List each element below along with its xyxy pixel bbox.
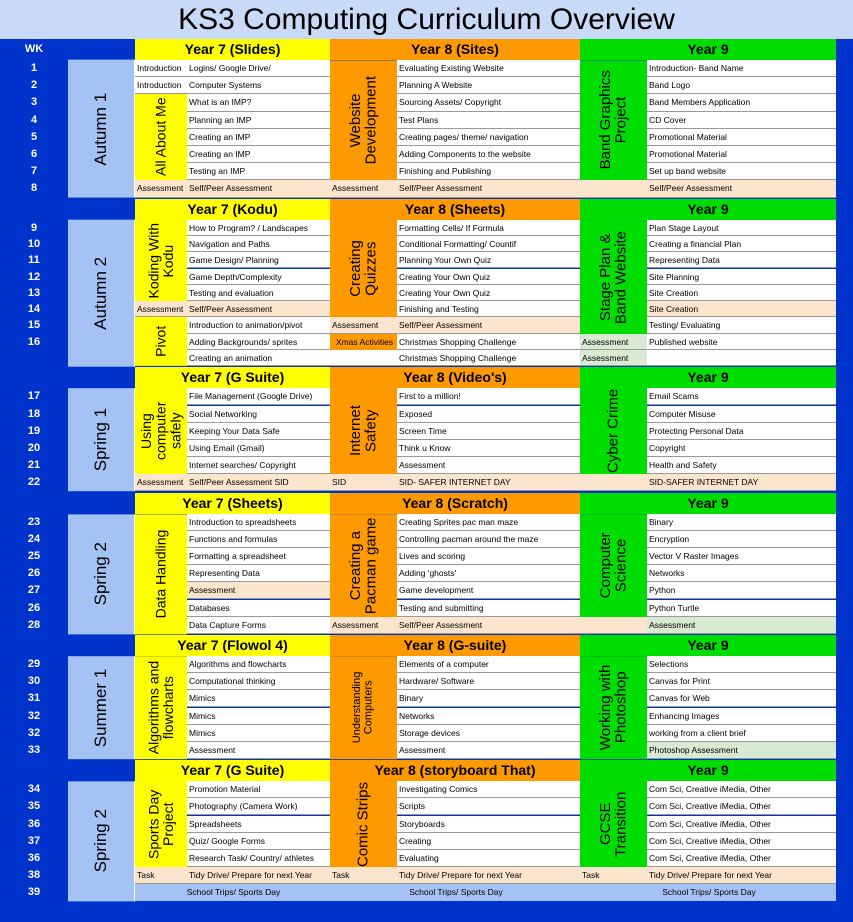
year7-activity: Data Capture Forms (187, 617, 330, 634)
year8-activity: Testing and submitting (397, 600, 580, 617)
year8-header: Year 8 (Sheets) (330, 199, 580, 220)
week-number: 29 (27, 657, 41, 670)
year9-label (580, 617, 647, 634)
year7-activity: Creating an IMP (187, 129, 330, 146)
year8-activity: Finishing and Testing (397, 301, 580, 317)
year7-activity: Using Email (Gmail) (187, 440, 330, 457)
week-number: 6 (30, 148, 38, 160)
year8-activity: Creating pages/ theme/ navigation (397, 129, 580, 146)
year8-header: Year 8 (Scratch) (330, 493, 580, 514)
year9-label: Assessment (580, 334, 647, 350)
week-number: 20 (27, 441, 41, 454)
year7-activity: Tidy Drive/ Prepare for next Year (187, 867, 330, 884)
year9-activity: Site Creation (647, 285, 836, 301)
year7-activity: Representing Data (187, 565, 330, 582)
year7-label: Assessment (135, 474, 187, 491)
year9-header: Year 9 (580, 493, 836, 514)
year7-topic: Koding With Kodu (135, 220, 187, 302)
week-number: 15 (27, 319, 41, 332)
year9-activity: Introduction- Band Name (647, 60, 836, 77)
year9-activity: Encryption (647, 531, 836, 548)
year8-activity: Assessment (397, 742, 580, 759)
year9-activity: Tidy Drive/ Prepare for next Year (647, 867, 836, 884)
week-number: 37 (27, 834, 41, 847)
week-number: 24 (27, 532, 41, 545)
header-spacer (0, 635, 135, 656)
header-spacer (0, 199, 135, 220)
year7-activity: Photography (Camera Work) (187, 798, 330, 815)
year8-activity: Game development (397, 582, 580, 599)
year7-activity: Navigation and Paths (187, 236, 330, 252)
year9-activity: CD Cover (647, 112, 836, 129)
year8-activity: Storage devices (397, 725, 580, 742)
year9-label (580, 474, 647, 491)
year8-activity: Sourcing Assets/ Copyright (397, 94, 580, 111)
week-number: 16 (27, 335, 41, 348)
week-number: 9 (30, 221, 38, 234)
week-number: 31 (27, 692, 41, 705)
year7-activity: File Management (Google Drive) (187, 388, 330, 405)
year7-activity: Promotion Material (187, 781, 330, 798)
year8-activity: Test Plans (397, 112, 580, 129)
year7-activity: Self/Peer Assessment SID (187, 474, 330, 491)
year7-activity: Computer Systems (187, 77, 330, 94)
year7-activity: Introduction to spreadsheets (187, 514, 330, 531)
year8-activity: Creating Your Own Quiz (397, 269, 580, 285)
year7-activity: Research Task/ Country/ athletes (187, 850, 330, 867)
year9-topic: Computer Science (580, 514, 647, 617)
header-spacer (0, 367, 135, 388)
year7-activity: Databases (187, 600, 330, 617)
year8-activity: Assessment (397, 457, 580, 474)
year7-activity: Social Networking (187, 406, 330, 423)
year7-activity: School Trips/ Sports Day (135, 884, 330, 901)
year8-topic: Website Development (330, 60, 397, 180)
year7-activity: Planning an IMP (187, 112, 330, 129)
year8-label: Assessment (330, 617, 397, 634)
year8-activity: Scripts (397, 798, 580, 815)
year9-activity: Copyright (647, 440, 836, 457)
week-number: 5 (30, 130, 38, 143)
year9-topic: Cyber Crime (580, 388, 647, 474)
year9-activity: Com Sci, Creative iMedia, Other (647, 850, 836, 867)
year8-activity: Self/Peer Assessment (397, 617, 580, 634)
term-label: Spring 2 (68, 514, 135, 634)
year9-activity: working from a client brief (647, 725, 836, 742)
week-number: 36 (27, 817, 41, 830)
year8-activity: Lives and scoring (397, 548, 580, 565)
year7-label: Task (135, 867, 187, 884)
year7-activity: Quiz/ Google Forms (187, 833, 330, 850)
year8-header: Year 8 (Video's) (330, 367, 580, 388)
year7-activity: Internet searches/ Copyright (187, 457, 330, 474)
year8-activity: Screen Time (397, 423, 580, 440)
year8-label: Assessment (330, 317, 397, 333)
year7-activity: Creating an animation (187, 350, 330, 366)
week-number: 28 (27, 618, 41, 631)
year9-activity: Protecting Personal Data (647, 423, 836, 440)
week-number: 8 (30, 182, 38, 195)
year8-activity: Creating (397, 833, 580, 850)
year7-header: Year 7 (Slides) (135, 39, 330, 60)
year9-label: Task (580, 867, 647, 884)
year8-label: Assessment (330, 180, 397, 197)
year7-label: Introduction (135, 77, 187, 94)
term-label: Autumn 2 (68, 220, 135, 367)
term-label: Spring 2 (68, 781, 135, 901)
week-number: 36 (27, 851, 41, 864)
week-number: 13 (27, 286, 41, 299)
year8-activity: Tidy Drive/ Prepare for next Year (397, 867, 580, 884)
year8-activity: Binary (397, 690, 580, 707)
year8-label: Xmas Activities (330, 334, 397, 350)
year9-activity: Canvas for Web (647, 690, 836, 707)
year8-header: Year 8 (Sites) (330, 39, 580, 60)
year9-label (580, 180, 647, 197)
year7-activity: Formatting a spreadsheet (187, 548, 330, 565)
year7-activity: Assessment (187, 582, 330, 599)
year8-activity: Adding 'ghosts' (397, 565, 580, 582)
year7-activity: Keeping Your Data Safe (187, 423, 330, 440)
week-number: 38 (27, 869, 41, 882)
year8-activity: Investigating Comics (397, 781, 580, 798)
year9-activity: Com Sci, Creative iMedia, Other (647, 816, 836, 833)
year8-activity: School Trips/ Sports Day (330, 884, 580, 901)
year8-activity: First to a million! (397, 388, 580, 405)
year8-header: Year 8 (storyboard That) (330, 760, 580, 781)
week-number: 3 (30, 96, 38, 109)
year7-activity: Game Depth/Complexity (187, 269, 330, 285)
year8-activity: Exposed (397, 406, 580, 423)
year9-activity: Plan Stage Layout (647, 220, 836, 236)
year7-activity: Introduction to animation/pivot (187, 317, 330, 333)
year9-activity: Com Sci, Creative iMedia, Other (647, 798, 836, 815)
year7-activity: Assessment (187, 742, 330, 759)
year8-activity: Creating Sprites pac man maze (397, 514, 580, 531)
year9-activity: Site Creation (647, 301, 836, 317)
year7-label: Assessment (135, 301, 187, 317)
year9-activity: Health and Safety (647, 457, 836, 474)
week-number: 21 (27, 459, 41, 472)
year9-activity: Python Turtle (647, 600, 836, 617)
week-number: 26 (27, 601, 41, 614)
week-number: 25 (27, 549, 41, 562)
year7-activity: Testing and evaluation (187, 285, 330, 301)
year7-activity: Testing an IMP (187, 163, 330, 180)
wk-label: WK (0, 39, 68, 60)
week-number: 26 (27, 567, 41, 580)
week-number: 11 (28, 254, 40, 267)
year9-header: Year 9 (580, 635, 836, 656)
year7-topic: Sports Day Project (135, 781, 187, 867)
week-number: 34 (27, 783, 41, 796)
curriculum-grid (0, 39, 853, 922)
year9-activity: Site Planning (647, 269, 836, 285)
year9-activity: Vector V Raster Images (647, 548, 836, 565)
year8-label: SID (330, 474, 397, 491)
week-number: 17 (27, 390, 41, 403)
year8-activity: Networks (397, 708, 580, 725)
year9-activity: Self/Peer Assessment (647, 180, 836, 197)
year8-activity: Creating Your Own Quiz (397, 285, 580, 301)
year7-activity: Spreadsheets (187, 816, 330, 833)
year9-activity: Canvas for Print (647, 673, 836, 690)
year9-activity: Email Scams (647, 388, 836, 405)
year8-topic: Creating a Pacman game (330, 514, 397, 617)
year9-activity: School Trips/ Sports Day (580, 884, 836, 901)
week-number: 10 (27, 237, 41, 250)
year8-activity: Evaluating (397, 850, 580, 867)
year7-header: Year 7 (Sheets) (135, 493, 330, 514)
year8-topic: Internet Safety (330, 388, 397, 474)
header-spacer (0, 760, 135, 781)
year8-activity: Elements of a computer (397, 656, 580, 673)
year9-activity: Testing/ Evaluating (647, 317, 836, 333)
week-number: 32 (27, 709, 41, 722)
year9-activity: Band Logo (647, 77, 836, 94)
header-spacer (0, 493, 135, 514)
year9-activity: Set up band website (647, 163, 836, 180)
year9-activity: Promotional Material (647, 129, 836, 146)
year7-activity: Mimics (187, 725, 330, 742)
year8-activity: Self/Peer Assessment (397, 180, 580, 197)
year7-activity: How to Program? / Landscapes (187, 220, 330, 236)
year9-activity (647, 350, 836, 366)
week-number: 30 (27, 675, 41, 688)
year7-topic: All About Me (135, 94, 187, 180)
week-number: 12 (27, 270, 41, 283)
week-number: 32 (27, 726, 41, 739)
year7-activity: Mimics (187, 690, 330, 707)
year7-header: Year 7 (G Suite) (135, 367, 330, 388)
year8-activity: Planning Your Own Quiz (397, 252, 580, 268)
year9-activity: Binary (647, 514, 836, 531)
year9-activity: Published website (647, 334, 836, 350)
year8-activity: Storyboards (397, 816, 580, 833)
year9-topic: Band Graphics Project (580, 60, 647, 180)
year7-activity: Self/Peer Assessment (187, 301, 330, 317)
page-title: KS3 Computing Curriculum Overview (178, 3, 675, 36)
week-number: 35 (27, 800, 41, 813)
year9-activity: Computer Misuse (647, 406, 836, 423)
year7-activity: Game Design/ Planning (187, 252, 330, 268)
year9-activity: Enhancing Images (647, 708, 836, 725)
year8-activity: Evaluating Existing Website (397, 60, 580, 77)
week-number: 27 (27, 584, 41, 597)
year7-activity: What is an IMP? (187, 94, 330, 111)
year8-activity: Adding Components to the website (397, 146, 580, 163)
year9-header: Year 9 (580, 199, 836, 220)
year9-topic: Working with Photoshop (580, 656, 647, 759)
year7-activity: Algorithms and flowcharts (187, 656, 330, 673)
year9-activity: Photoshop Assessment (647, 742, 836, 759)
year8-activity: Conditional Formatting/ Countif (397, 236, 580, 252)
year8-activity: Self/Peer Assessment (397, 317, 580, 333)
year7-activity: Adding Backgrounds/ sprites (187, 334, 330, 350)
year7-topic: Using computer safely (135, 388, 187, 474)
year9-activity: Com Sci, Creative iMedia, Other (647, 781, 836, 798)
week-number: 14 (27, 303, 41, 316)
term-label: Spring 1 (68, 388, 135, 491)
year7-activity: Computational thinking (187, 673, 330, 690)
year8-activity: Think u Know (397, 440, 580, 457)
year8-label (330, 350, 397, 366)
year7-header: Year 7 (Flowol 4) (135, 635, 330, 656)
year9-activity: Networks (647, 565, 836, 582)
year7-label: Assessment (135, 180, 187, 197)
week-number: 18 (27, 407, 41, 420)
year8-activity: Christmas Shopping Challenge (397, 350, 580, 366)
term-label: Autumn 1 (68, 60, 135, 198)
year7-activity: Mimics (187, 708, 330, 725)
year8-activity: Controlling pacman around the maze (397, 531, 580, 548)
year9-topic: GCSE Transition (580, 781, 647, 867)
week-number (0, 350, 68, 366)
year8-activity: Finishing and Publishing (397, 163, 580, 180)
year8-topic: Creating Quizzes (330, 220, 397, 318)
year8-activity: Hardware/ Software (397, 673, 580, 690)
year9-activity: Selections (647, 656, 836, 673)
year8-topic: Comic Strips (330, 781, 397, 867)
year7-activity: Self/Peer Assessment (187, 180, 330, 197)
year8-topic: Understanding Computers (330, 656, 397, 759)
week-number: 7 (30, 165, 38, 178)
year7-topic-b: Pivot (135, 317, 187, 366)
year8-header: Year 8 (G-suite) (330, 635, 580, 656)
year9-header: Year 9 (580, 367, 836, 388)
year9-activity: Assessment (647, 617, 836, 634)
year7-activity: Logins/ Google Drive/ (187, 60, 330, 77)
week-number: 4 (30, 113, 38, 126)
year7-topic: Algorithms and flowcharts (135, 656, 187, 759)
year9-activity: Promotional Material (647, 146, 836, 163)
year7-activity: Creating an IMP (187, 146, 330, 163)
year9-activity: Python (647, 582, 836, 599)
year9-activity: Creating a financial Plan (647, 236, 836, 252)
year9-header: Year 9 (580, 760, 836, 781)
week-number: 23 (27, 515, 41, 528)
year9-activity: SID-SAFER INTERNET DAY (647, 474, 836, 491)
year9-activity: Band Members Application (647, 94, 836, 111)
year7-header: Year 7 (G Suite) (135, 760, 330, 781)
year7-header: Year 7 (Kodu) (135, 199, 330, 220)
week-number: 33 (27, 743, 41, 756)
year9-activity: Representing Data (647, 252, 836, 268)
week-number: 2 (30, 79, 38, 92)
week-number: 1 (30, 62, 38, 74)
year8-activity: Christmas Shopping Challenge (397, 334, 580, 350)
year8-activity: Formatting Cells/ If Formula (397, 220, 580, 236)
year9-topic: Stage Plan & Band Website (580, 220, 647, 334)
year9-activity: Com Sci, Creative iMedia, Other (647, 833, 836, 850)
year8-activity: Planning A Website (397, 77, 580, 94)
year8-label: Task (330, 867, 397, 884)
year9-header: Year 9 (580, 39, 836, 60)
week-number: 39 (27, 886, 41, 899)
year7-topic: Data Handling (135, 514, 187, 634)
year7-activity: Functions and formulas (187, 531, 330, 548)
year9-label: Assessment (580, 350, 647, 366)
week-number: 22 (27, 476, 41, 489)
year8-activity: SID- SAFER INTERNET DAY (397, 474, 580, 491)
year7-label: Introduction (135, 60, 187, 77)
term-label: Summer 1 (68, 656, 135, 759)
week-number: 19 (27, 424, 41, 437)
